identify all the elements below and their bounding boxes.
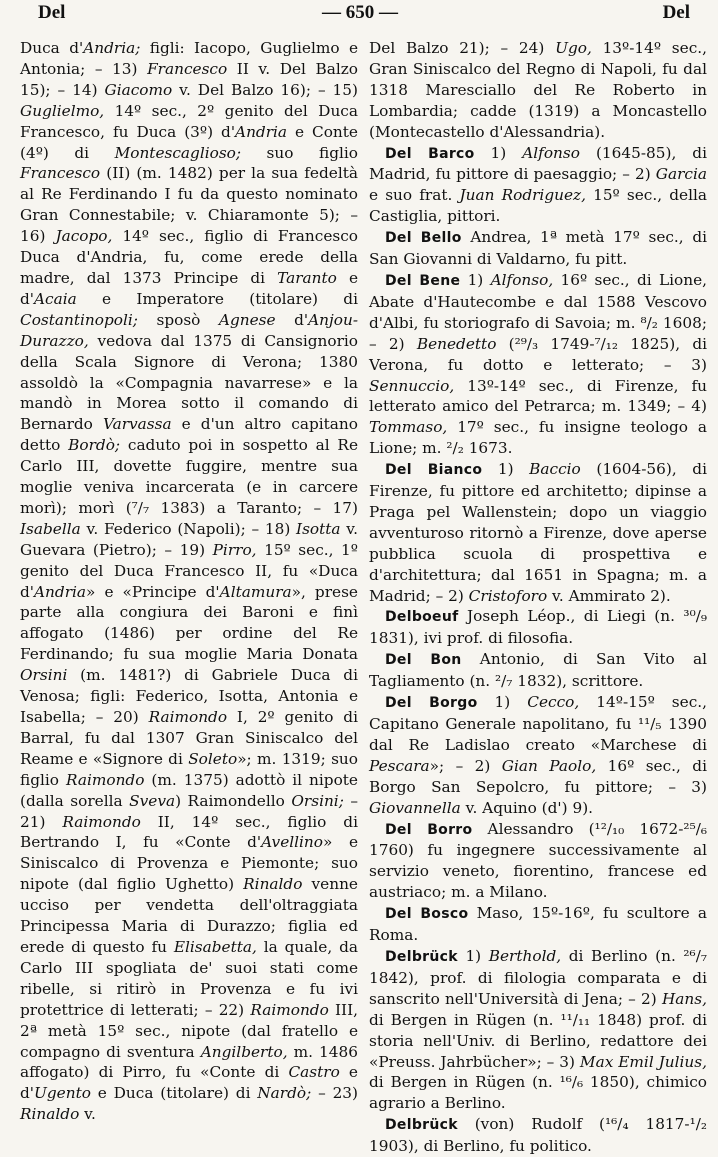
entry-headword: Del Barco	[385, 145, 475, 162]
italic-name: Benedetto	[416, 334, 497, 353]
entry-text: 13º-14º sec., Gran Siniscalco del Regno di Napoli, fu dal 1318 Maresciallo del Re Roberto in Lombardia; cadde (1319) a Moncastello (Montecastello d'Alessandria).	[369, 39, 707, 141]
entry-text: 14º-15º sec., Capitano Generale napolitano, fu ¹¹/₅ 1390 dal Re Ladislao creato «Marchese di	[369, 693, 707, 754]
entry-headword: Del Bello	[385, 230, 462, 247]
entry-text: v. Guevara (Pietro); – 19)	[20, 519, 358, 559]
italic-name: Ugo,	[555, 39, 592, 57]
italic-name: Baccio	[529, 460, 581, 479]
italic-name: Gian Paolo,	[501, 756, 597, 775]
italic-name: Raimondo	[65, 770, 145, 789]
entry-text: sposò	[137, 310, 219, 329]
entry-continuation	[20, 38, 358, 1125]
italic-name: Francesco	[20, 164, 101, 183]
entry-text: (1604-56), di Firenze, fu pittore ed architetto; dipinse a Praga pel Wallenstein; dopo un viaggio avventuroso ritornò a Firenze, dove aperse pubblica scuola di prospettiva e d'architettura; dal 1651 in Spagna; m. a Madrid; – 2)	[369, 460, 707, 605]
italic-name: Andria	[235, 122, 288, 141]
italic-name: Orsini	[20, 666, 68, 685]
dictionary-entry	[369, 946, 707, 1114]
entry-headword: Del Bon	[385, 652, 462, 669]
italic-name: Alfonso	[522, 143, 580, 162]
entry-text: III, 2ª metà 15º sec., nipote (dal fratello e compagno di sventura	[20, 1000, 358, 1061]
italic-name: Montescaglioso;	[114, 143, 242, 162]
entry-text: suo figlio	[241, 143, 358, 162]
entry-text: 16º sec., di Lione, Abate d'Hautecombe e dal 1588 Vescovo d'Albi, fu storiografo di Savoia; m. ⁸/₂ 1608; – 2)	[369, 270, 707, 353]
entry-text: II, 14º sec., figlio di Bertrando I, fu «Conte d'	[20, 812, 358, 852]
entry-text: Del Balzo 21); – 24)	[369, 39, 556, 57]
italic-name: Francesco	[147, 59, 228, 78]
italic-name: Taranto	[277, 268, 337, 287]
entry-text: d'	[275, 310, 309, 329]
entry-text: e Conte (4º) di	[20, 122, 358, 162]
entry-text: (m. 1375) adottò il nipote (dalla sorella	[20, 770, 358, 810]
entry-text: 15º sec., della Castiglia, pittori.	[369, 186, 707, 226]
italic-name: Isabella	[20, 519, 81, 538]
entry-text: 16º sec., di Borgo San Sepolcro, fu pittore; – 3)	[369, 756, 707, 796]
entry-text: e suo frat.	[369, 186, 460, 205]
entry-text: figli: Iacopo, Guglielmo e Antonia; – 13)	[20, 39, 358, 78]
entry-headword: Del Bianco	[385, 462, 483, 479]
italic-name: Angilberto,	[200, 1042, 288, 1061]
dictionary-entry	[369, 459, 707, 606]
entry-text: 1)	[477, 693, 528, 712]
entry-text: I, 2º genito di Barral, fu dal 1307 Gran Siniscalco del Reame e «Signore di	[20, 708, 358, 768]
italic-name: Altamura	[219, 582, 292, 601]
italic-name: Guglielmo,	[20, 101, 105, 120]
italic-name: Sveva	[129, 791, 176, 810]
entry-text: (II) (m. 1482) per la sua fedeltà al Re Ferdinando I fu da questo nominato Gran Connestabile; v. Chiaramonte 5); – 16)	[20, 164, 358, 246]
dictionary-entry	[369, 819, 707, 904]
italic-name: Cristoforo	[468, 586, 548, 605]
entry-text: (m. 1481?) di Gabriele Duca di Venosa; figli: Federico, Isotta, Antonia e Isabella; – 20)	[20, 666, 358, 726]
entry-text: di Bergen in Rügen (n. ¹⁶/₆ 1850), chimico agrario a Berlino.	[369, 1073, 707, 1113]
entry-text: » e «Principe d'	[86, 582, 220, 601]
dictionary-entry	[369, 143, 707, 228]
italic-name: Agnese	[218, 310, 276, 329]
italic-name: Ugento	[34, 1084, 91, 1103]
entry-text: II v. Del Balzo 15); – 14)	[20, 59, 358, 99]
left-column	[20, 38, 358, 1128]
italic-name: Soleto	[188, 749, 238, 768]
italic-name: Sennuccio,	[369, 376, 455, 395]
italic-name: Pirro,	[212, 540, 257, 559]
entry-headword: Delboeuf	[385, 609, 459, 626]
entry-headword: Del Bosco	[385, 906, 469, 923]
italic-name: Pescara	[369, 756, 430, 775]
italic-name: Juan Rodriguez,	[459, 186, 586, 205]
italic-name: Rinaldo	[243, 875, 303, 894]
entry-text: 1)	[457, 946, 489, 965]
header-right: Del	[662, 2, 690, 23]
entry-text: di Bergen in Rügen (n. ¹¹/₁₁ 1848) prof. di storia nell'Univ. di Berlino, redattore dei «Preuss. Jahrbücher»; – 3)	[369, 1010, 707, 1071]
entry-text: 1)	[482, 460, 530, 479]
entry-text: (1645-85), di Madrid, fu pittore di paesaggio; – 2)	[369, 143, 707, 184]
header-left: Del	[38, 2, 66, 23]
entry-text: Duca d'	[20, 39, 84, 57]
entry-text: la quale, da Carlo III spogliata de' suoi stati come ribelle, si ritirò in Provenza e fu ivi protettrice di letterati; – 22)	[20, 937, 358, 1019]
italic-name: Andria	[34, 582, 87, 601]
entry-text: vedova dal 1375 di Cansignorio della Scala Signore di Verona; 1380 assoldò la «Compagnia navarrese» e la mandò in Morea sotto il comando di Bernardo	[20, 331, 358, 434]
italic-name: Varvassa	[102, 415, 172, 434]
entry-text: e Duca (titolare) di	[90, 1084, 258, 1103]
italic-name: Castro	[288, 1063, 340, 1082]
italic-name: Alfonso,	[490, 270, 554, 289]
entry-headword: Del Borgo	[385, 695, 478, 712]
italic-name: Tommaso,	[369, 418, 448, 437]
entry-text: e d'un altro capitano detto	[20, 415, 358, 455]
dictionary-entry	[369, 227, 707, 270]
italic-name: Isotta	[296, 519, 341, 538]
entry-text: v. Ammirato 2).	[547, 586, 671, 605]
entry-text: e Imperatore (titolare) di	[76, 289, 358, 308]
italic-name: Avellino	[261, 833, 323, 852]
italic-name: Anjou-Durazzo,	[20, 310, 358, 350]
entry-text: 17º sec., fu insigne teologo a Lione; m. ²/₂ 1673.	[369, 418, 707, 458]
entry-text: 1)	[474, 143, 523, 162]
entry-text: Joseph Léop., di Liegi (n. ³⁰/₉ 1831), ivi prof. di filosofia.	[369, 607, 707, 648]
italic-name: Berthold,	[488, 946, 562, 965]
italic-name: Andria;	[83, 39, 141, 57]
entry-text: »; m. 1319; suo figlio	[20, 749, 358, 789]
italic-name: Giacomo	[104, 80, 173, 99]
entry-text: »; – 2)	[429, 756, 502, 775]
italic-name: Costantinopoli;	[20, 310, 138, 329]
dictionary-entry	[369, 270, 707, 459]
entry-text: » e Siniscalco di Provenza e Piemonte; suo nipote (dal figlio Ughetto)	[20, 833, 358, 894]
dictionary-entry	[369, 606, 707, 649]
entry-text: », prese parte alla congiura dei Baroni e finì affogato (1486) per ordine del Re Ferdinando; fu sua moglie Maria Donata	[20, 582, 358, 664]
italic-name: Rinaldo	[20, 1105, 80, 1124]
entry-text: 14º sec., 2º genito del Duca Francesco, fu Duca (3º) d'	[20, 101, 358, 141]
italic-name: Nardò;	[257, 1084, 312, 1103]
italic-name: Raimondo	[148, 708, 228, 726]
entry-text: Antonio, di San Vito al Tagliamento (n. ²/₇ 1832), scrittore.	[369, 650, 707, 691]
italic-name: Max Emil Julius,	[579, 1052, 707, 1071]
entry-text: – 23)	[311, 1084, 358, 1103]
italic-name: Acaia	[34, 289, 77, 308]
italic-name: Hans,	[661, 989, 707, 1008]
entry-text: Maso, 15º-16º, fu scultore a Roma.	[369, 904, 707, 945]
dictionary-entry	[369, 903, 707, 946]
italic-name: Raimondo	[62, 812, 141, 831]
entry-text: 13º-14º sec., di Firenze, fu letterato amico del Petrarca; m. 1349; – 4)	[369, 376, 707, 416]
entry-text: 14º sec., figlio di Francesco Duca d'Andria, fu, come erede della madre, dal 1373 Principe di	[20, 227, 359, 287]
entry-text: v. Federico (Napoli); – 18)	[80, 519, 297, 538]
italic-name: Cecco,	[527, 693, 580, 712]
italic-name: Jacopo,	[55, 227, 113, 246]
entry-text: (von) Rudolf (¹⁶/₄ 1817-¹/₂ 1903), di Berlino, fu politico.	[369, 1115, 707, 1156]
entry-headword: Delbrück	[385, 1117, 458, 1134]
entry-headword: Del Borro	[385, 821, 473, 838]
entry-text: v.	[79, 1105, 96, 1124]
dictionary-entry	[369, 649, 707, 692]
entry-text: e d'	[20, 268, 359, 308]
entry-text: m. 1486 affogato) di Pirro, fu «Conte di	[20, 1042, 358, 1082]
italic-name: Giovannella	[369, 798, 461, 817]
italic-name: Raimondo	[250, 1000, 329, 1019]
italic-name: Orsini;	[291, 791, 344, 810]
entry-headword: Del Bene	[385, 272, 461, 289]
entry-text: (²⁹/₃ 1749-⁷/₁₂ 1825), di Verona, fu dotto e letterato; – 3)	[369, 334, 708, 374]
entry-text: 15º sec., 1º genito del Duca Francesco II, fu «Duca d'	[20, 540, 358, 601]
entry-text: v. Del Balzo 16); – 15)	[172, 80, 358, 99]
italic-name: Garcia	[655, 165, 707, 184]
dictionary-entry	[369, 1114, 707, 1157]
page-header	[0, 0, 718, 26]
entry-text: – 21)	[20, 791, 359, 831]
entry-text: caduto poi in sospetto al Re Carlo III, dovette fuggire, mentre sua moglie veniva incarcerata (e in carcere morì); morì (⁷/₇ 1383) a Taranto; – 17)	[20, 436, 359, 517]
italic-name: Elisabetta,	[173, 937, 257, 956]
entry-text: 1)	[460, 270, 491, 289]
entry-text: di Berlino (n. ²⁶/₇ 1842), prof. di filologia comparata e di sanscrito nell'Università di Jena; – 2)	[369, 946, 707, 1008]
right-column	[369, 38, 708, 1156]
entry-text: e d'	[20, 1063, 358, 1103]
entry-continuation	[369, 38, 707, 143]
entry-text: ) Raimondello	[175, 791, 292, 810]
italic-name: Bordò;	[68, 436, 121, 455]
entry-text: Andrea, 1ª metà 17º sec., di San Giovanni di Valdarno, fu pitt.	[369, 228, 708, 269]
entry-text: v. Aquino (d') 9).	[460, 798, 594, 817]
entry-text: venne ucciso per vendetta dell'oltraggiata Principessa Maria di Durazzo; figlia ed erede di questo fu	[20, 875, 358, 956]
dictionary-entry	[369, 692, 707, 818]
entry-headword: Delbrück	[385, 948, 458, 965]
entry-text: Alessandro (¹²/₁₀ 1672-²⁵/₆ 1760) fu ingegnere successivamente al servizio veneto, fiorentino, francese ed austriaco; m. a Milano.	[369, 819, 707, 902]
page-number: — 650 —	[322, 2, 398, 23]
